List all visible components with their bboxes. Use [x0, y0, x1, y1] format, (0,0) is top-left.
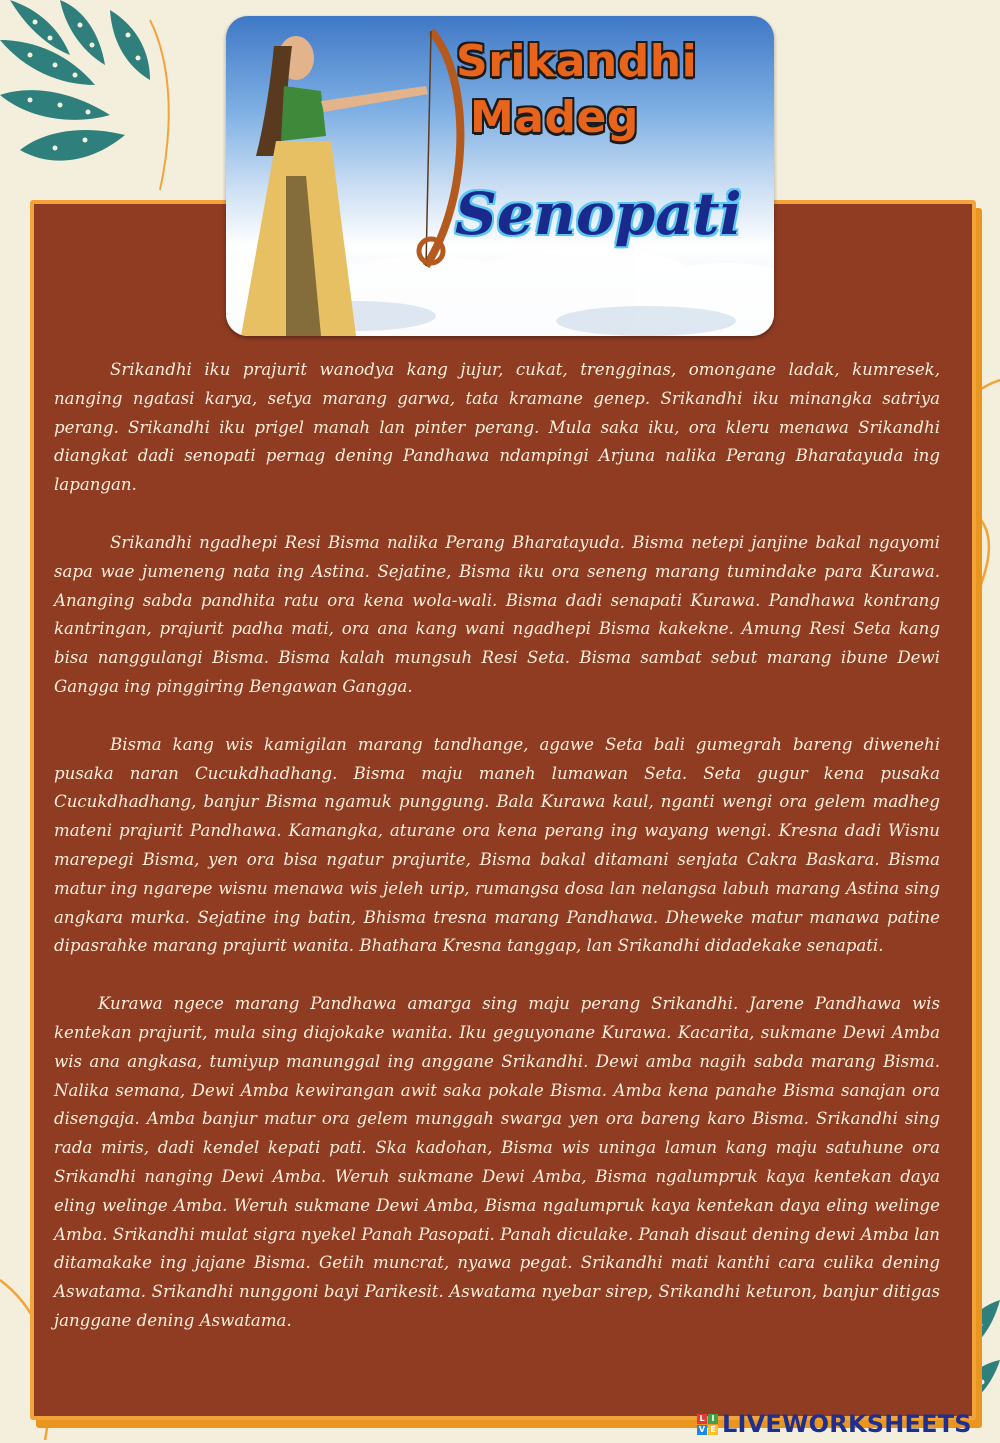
logo-letter: E [708, 1425, 718, 1435]
logo-letter: V [698, 1424, 706, 1434]
logo-letter: L [697, 1414, 707, 1424]
title-line-3: Senopati [455, 180, 742, 248]
leaf-decoration-top-left [0, 0, 200, 200]
liveworksheets-logo-icon [697, 1414, 718, 1435]
archer-woman-with-bow-icon [226, 16, 466, 336]
title-line-1: Srikandhi [456, 36, 698, 87]
paragraph-1: Srikandhi iku prajurit wanodya kang jujur, cukat, trengginas, omongane ladak, kumresek, nanging ngatasi karya, setya marang garwa, tata kramane genep. Srikandhi iku minangka satriya perang. Srikandhi iku prigel manah lan pinter perang. Mula saka iku, ora kleru menawa Srikandhi diangkat dadi senopati pernag dening Pandhawa ndampingi Arjuna nalika Perang Bharatayuda ing lapangan. [54, 360, 940, 495]
title-line-2: Madeg [470, 92, 639, 143]
story-text [54, 356, 940, 1365]
paragraph-2: Srikandhi ngadhepi Resi Bisma nalika Perang Bharatayuda. Bisma netepi janjine bakal ngayomi sapa wae jumeneng nata ing Astina. Sejatine, Bisma iku ora seneng marang tumindake para Kurawa. Ananging sabda pandhita ratu ora kena wola-wali. Bisma dadi senapati Kurawa. Pandhawa kontrang kantringan, prajurit padha mati, ora ana kang wani ngadhepi Bisma kakekne. Amung Resi Seta kang bisa nanggulangi Bisma. Bisma kalah mungsuh Resi Seta. Bisma sambat sebut marang ibune Dewi Gangga ing pinggiring Bengawan Gangga. [54, 532, 940, 696]
liveworksheets-watermark[interactable] [697, 1410, 972, 1438]
liveworksheets-text: LIVEWORKSHEETS [722, 1410, 972, 1438]
paragraph-4: Kurawa ngece marang Pandhawa amarga sing maju perang Srikandhi. Jarene Pandhawa wis kentekan prajurit, mula sing diajokake wanita. Iku geguyonane Kurawa. Kacarita, sukmane Dewi Amba wis ana angkasa, tumiyup manunggal ing anggane Srikandhi. Dewi amba nagih sabda marang Bisma. Nalika semana, Dewi Amba kewirangan awit saka pokale Bisma. Amba kena panahe Bisma sanajan ora disengaja. Amba banjur matur ora gelem munggah swarga yen ora bareng karo Bisma. Srikandhi sing rada miris, dadi kendel kepati pati. Ska kadohan, Bisma wis uninga lamun kang maju satuhune ora Srikandhi nanging Dewi Amba. Weruh sukmane Dewi Amba, Bisma ngalumpruk kaya kentekan daya eling welinge Amba. Weruh sukmane Dewi Amba, Bisma ngalumpruk kaya kentekan daya eling welinge Amba. Srikandhi mulat sigra nyekel Panah Pasopati. Panah diculake. Panah disaut dening dewi Amba lan ditamakake ing jajane Bisma. Getih muncrat, nyawa pegat. Srikandhi mati kanthi cara culika dening Aswatama. Srikandhi nunggoni bayi Parikesit. Aswatama nyebar sirep, Srikandhi keturon, banjur ditigas janggane dening Aswatama. [54, 994, 940, 1330]
logo-letter: I [708, 1414, 718, 1424]
paragraph-3: Bisma kang wis kamigilan marang tandhange, agawe Seta bali gumegrah bareng diwenehi pusaka naran Cucukdhadhang. Bisma maju maneh lumawan Seta. Seta gugur kena pusaka Cucukdhadhang, banjur Bisma ngamuk punggung. Bala Kurawa kaul, nganti wengi ora gelem madheg mateni prajurit Pandhawa. Kamangka, aturane ora kena perang ing wayang wengi. Kresna dadi Wisnu marepegi Bisma, yen ora bisa ngatur prajurite, Bisma bakal ditamani senjata Cakra Baskara. Bisma matur ing ngarepe wisnu menawa wis jeleh urip, rumangsa dosa lan nelangsa labuh marang Astina sing angkara murka. Sejatine ing batin, Bhisma tresna marang Pandhawa. Dheweke matur manawa patine dipasrahke marang prajurit wanita. Bhathara Kresna tanggap, lan Srikandhi didadekake senapati. [54, 734, 940, 956]
